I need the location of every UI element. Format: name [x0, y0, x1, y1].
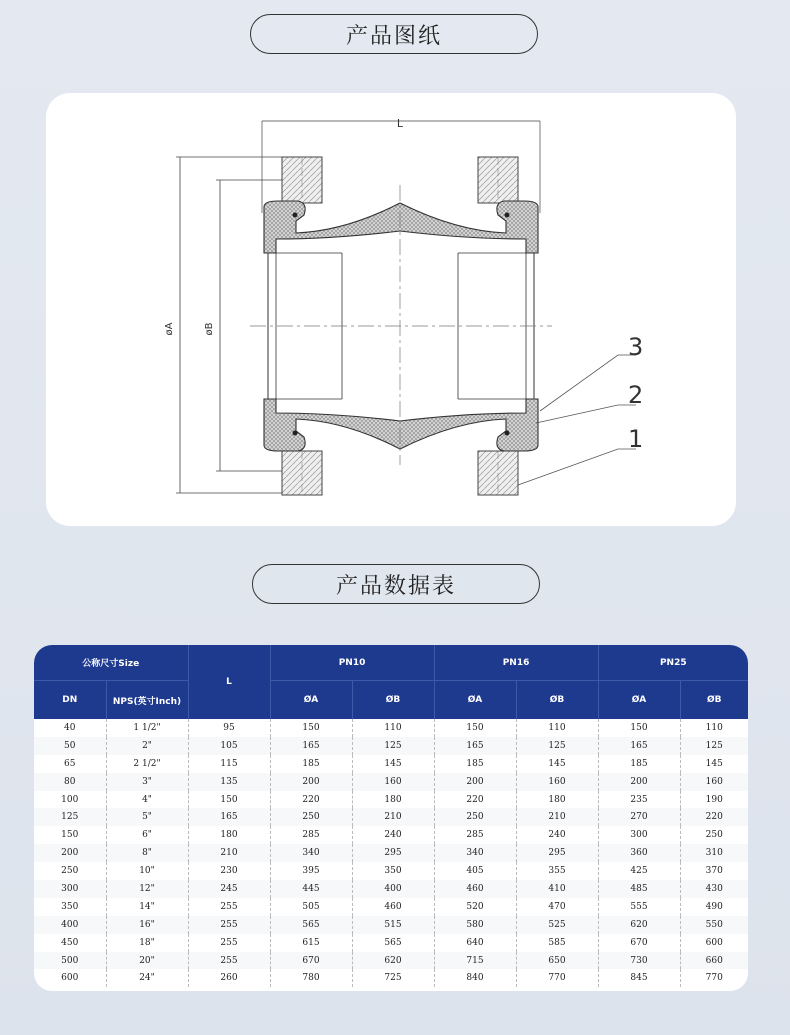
table-cell: 230 — [188, 862, 270, 880]
table-cell: 285 — [270, 826, 352, 844]
table-cell: 255 — [188, 916, 270, 934]
table-cell: 620 — [598, 916, 680, 934]
table-cell: 270 — [598, 808, 680, 826]
table-cell: 240 — [516, 826, 598, 844]
table-cell: 185 — [434, 755, 516, 773]
table-cell: 450 — [34, 934, 106, 952]
table-cell: 180 — [352, 791, 434, 809]
table-row — [34, 844, 748, 862]
table-cell: 360 — [598, 844, 680, 862]
table-cell: 445 — [270, 880, 352, 898]
table-cell: 18" — [106, 934, 188, 952]
table-cell: 470 — [516, 898, 598, 916]
header-pn25-a: ØA — [598, 681, 680, 720]
table-cell: 395 — [270, 862, 352, 880]
table-cell: 105 — [188, 737, 270, 755]
table-cell: 425 — [598, 862, 680, 880]
table-row — [34, 826, 748, 844]
table-row — [34, 808, 748, 826]
table-cell: 1 1/2" — [106, 719, 188, 737]
table-cell: 160 — [680, 773, 748, 791]
callout-2: 2 — [628, 381, 644, 409]
table-cell: 245 — [188, 880, 270, 898]
table-cell: 4" — [106, 791, 188, 809]
table-cell: 210 — [516, 808, 598, 826]
table-cell: 640 — [434, 934, 516, 952]
table-cell: 730 — [598, 952, 680, 970]
table-cell: 165 — [270, 737, 352, 755]
header-pn10-b: ØB — [352, 681, 434, 720]
table-cell: 250 — [34, 862, 106, 880]
table-cell: 220 — [680, 808, 748, 826]
header-pn10: PN10 — [270, 645, 434, 681]
header-pn16-a: ØA — [434, 681, 516, 720]
table-cell: 460 — [434, 880, 516, 898]
table-cell: 150 — [434, 719, 516, 737]
table-cell: 310 — [680, 844, 748, 862]
table-cell: 285 — [434, 826, 516, 844]
table-cell: 430 — [680, 880, 748, 898]
table-cell: 300 — [598, 826, 680, 844]
table-cell: 520 — [434, 898, 516, 916]
table-cell: 145 — [705, 758, 723, 769]
table-cell: 580 — [434, 916, 516, 934]
table-row — [34, 737, 748, 755]
header-size: 公称尺寸Size — [34, 645, 188, 681]
table-cell: 400 — [352, 880, 434, 898]
table-cell: 355 — [516, 862, 598, 880]
table-cell: 515 — [352, 916, 434, 934]
table-cell: 200 — [434, 773, 516, 791]
table-cell: 110 — [705, 722, 723, 733]
table-cell: 600 — [705, 937, 723, 948]
table-cell: 210 — [352, 808, 434, 826]
table-section-title: 产品数据表 — [252, 564, 540, 604]
table-cell: 670 — [598, 934, 680, 952]
table-cell: 250 — [434, 808, 516, 826]
table-cell: 2 1/2" — [106, 755, 188, 773]
table-cell: 410 — [516, 880, 598, 898]
table-cell: 255 — [188, 898, 270, 916]
table-cell: 150 — [188, 791, 270, 809]
table-cell: 200 — [270, 773, 352, 791]
header-pn10-a: ØA — [270, 681, 352, 720]
table-row — [34, 755, 748, 773]
table-cell: 50 — [34, 737, 106, 755]
table-cell: 220 — [270, 791, 352, 809]
header-pn25-b: ØB — [680, 681, 748, 720]
table-cell: 490 — [705, 901, 723, 912]
header-pn25: PN25 — [598, 645, 748, 681]
table-cell: 180 — [188, 826, 270, 844]
table-cell: 165 — [434, 737, 516, 755]
table-cell: 585 — [516, 934, 598, 952]
table-cell: 200 — [34, 844, 106, 862]
header-length: L — [188, 645, 270, 719]
table-row — [34, 862, 748, 880]
table-cell: 350 — [34, 898, 106, 916]
table-cell: 340 — [270, 844, 352, 862]
table-cell: 14" — [106, 898, 188, 916]
table-cell: 650 — [516, 952, 598, 970]
table-cell: 80 — [34, 773, 106, 791]
table-row — [34, 773, 748, 791]
table-cell: 40 — [34, 719, 106, 737]
spec-table-card — [34, 645, 748, 991]
table-cell: 145 — [516, 755, 598, 773]
callout-1: 1 — [628, 425, 644, 453]
dim-outer-dia-label: øA — [164, 322, 175, 336]
table-cell: 565 — [352, 934, 434, 952]
table-cell: 10" — [106, 862, 188, 880]
table-cell: 525 — [516, 916, 598, 934]
table-row — [34, 916, 748, 934]
table-cell: 185 — [270, 755, 352, 773]
table-cell: 6" — [106, 826, 188, 844]
table-cell: 725 — [352, 969, 434, 987]
table-cell: 600 — [34, 969, 106, 987]
table-cell: 5" — [106, 808, 188, 826]
table-row — [34, 898, 748, 916]
table-cell: 65 — [34, 755, 106, 773]
table-cell: 660 — [680, 952, 748, 970]
technical-drawing-card — [46, 93, 736, 526]
header-pn16-b: ØB — [516, 681, 598, 720]
table-cell: 460 — [352, 898, 434, 916]
table-cell: 260 — [188, 969, 270, 987]
table-cell: 210 — [188, 844, 270, 862]
rubber-joint-drawing — [46, 93, 736, 526]
header-pn16: PN16 — [434, 645, 598, 681]
table-row — [34, 934, 748, 952]
table-cell: 485 — [598, 880, 680, 898]
table-cell: 295 — [352, 844, 434, 862]
table-cell: 240 — [352, 826, 434, 844]
table-cell: 110 — [516, 719, 598, 737]
table-cell: 780 — [270, 969, 352, 987]
table-cell: 125 — [34, 808, 106, 826]
header-dn: DN — [34, 681, 106, 720]
drawing-section-title: 产品图纸 — [250, 14, 538, 54]
table-cell: 125 — [352, 737, 434, 755]
dim-bolt-dia-label: øB — [204, 322, 215, 336]
table-cell: 400 — [34, 916, 106, 934]
table-cell: 135 — [188, 773, 270, 791]
table-cell: 165 — [598, 737, 680, 755]
table-cell: 3" — [106, 773, 188, 791]
table-cell: 340 — [434, 844, 516, 862]
table-cell: 180 — [516, 791, 598, 809]
table-cell: 620 — [352, 952, 434, 970]
table-cell: 250 — [270, 808, 352, 826]
table-row — [34, 952, 748, 970]
table-cell: 125 — [680, 737, 748, 755]
table-row — [34, 969, 748, 987]
table-cell: 840 — [434, 969, 516, 987]
table-cell: 2" — [106, 737, 188, 755]
table-row — [34, 791, 748, 809]
table-cell: 190 — [705, 794, 723, 805]
table-cell: 16" — [106, 916, 188, 934]
table-cell: 200 — [598, 773, 680, 791]
table-cell: 12" — [106, 880, 188, 898]
table-cell: 160 — [352, 773, 434, 791]
spec-table-body — [34, 719, 748, 987]
table-cell: 95 — [188, 719, 270, 737]
table-cell: 615 — [270, 934, 352, 952]
header-nps: NPS(英寸Inch) — [106, 681, 188, 720]
callout-3: 3 — [628, 333, 644, 361]
table-row — [34, 880, 748, 898]
table-cell: 770 — [705, 973, 723, 984]
table-cell: 670 — [270, 952, 352, 970]
table-cell: 405 — [434, 862, 516, 880]
table-cell: 555 — [598, 898, 680, 916]
table-cell: 300 — [34, 880, 106, 898]
table-cell: 150 — [34, 826, 106, 844]
table-cell: 845 — [598, 969, 680, 987]
table-cell: 20" — [106, 952, 188, 970]
table-cell: 235 — [598, 791, 680, 809]
table-cell: 370 — [705, 866, 723, 877]
table-cell: 100 — [34, 791, 106, 809]
table-row — [34, 719, 748, 737]
table-cell: 350 — [352, 862, 434, 880]
table-cell: 110 — [352, 719, 434, 737]
table-cell: 550 — [680, 916, 748, 934]
table-cell: 220 — [434, 791, 516, 809]
table-cell: 150 — [598, 719, 680, 737]
table-cell: 250 — [705, 830, 723, 841]
table-cell: 150 — [270, 719, 352, 737]
table-cell: 770 — [516, 969, 598, 987]
table-cell: 24" — [106, 969, 188, 987]
table-cell: 295 — [516, 844, 598, 862]
spec-table — [34, 645, 748, 987]
table-cell: 715 — [434, 952, 516, 970]
table-cell: 505 — [270, 898, 352, 916]
table-cell: 185 — [598, 755, 680, 773]
table-cell: 125 — [516, 737, 598, 755]
table-cell: 255 — [188, 934, 270, 952]
table-cell: 160 — [516, 773, 598, 791]
table-cell: 165 — [188, 808, 270, 826]
table-cell: 500 — [34, 952, 106, 970]
dim-length-label: L — [396, 117, 404, 130]
table-cell: 255 — [188, 952, 270, 970]
table-cell: 145 — [352, 755, 434, 773]
table-cell: 8" — [106, 844, 188, 862]
table-cell: 115 — [188, 755, 270, 773]
table-cell: 565 — [270, 916, 352, 934]
